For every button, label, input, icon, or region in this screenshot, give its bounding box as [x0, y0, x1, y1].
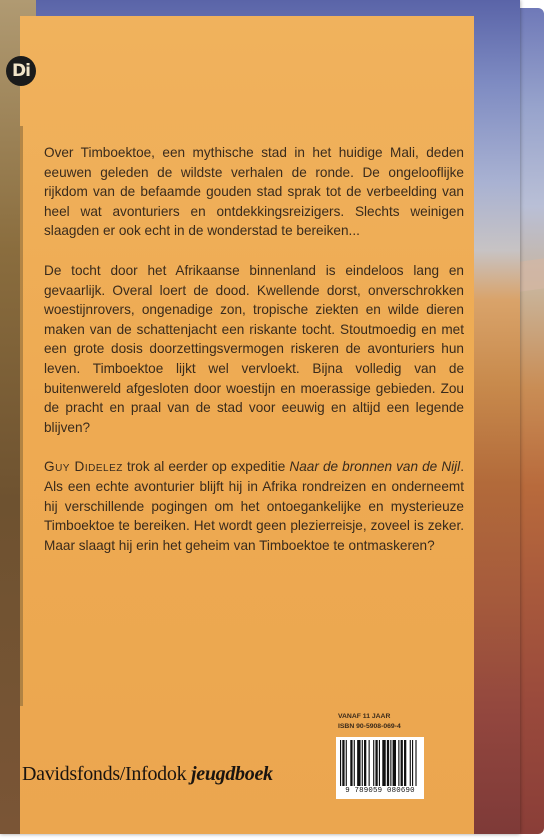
isbn-label: ISBN 90-5908-069-4 [338, 723, 401, 730]
blurb-text: trok al eerder op expeditie [122, 459, 290, 475]
barcode-digits: 9 789059 080690 [345, 787, 415, 795]
publisher-name: Davidsfonds/Infodok [22, 763, 187, 785]
blurb-paragraph-3 [44, 457, 464, 555]
author-name: Guy Didelez [44, 459, 123, 475]
panel-rule [20, 126, 23, 706]
blurb-text: . Als een echte avonturier blijft hij in Afrika rondreizen en onderneemt hij verschillende pogingen om het ontoegankelijke en mysterieuze Timboektoe te bereiken. Het wordt geen plezierreisje, zoveel is zeker. Maar slaagt hij erin het geheim van Timboektoe te ontmaskeren? [44, 459, 464, 553]
barcode-bars-icon [340, 740, 420, 786]
back-cover-blurb [44, 143, 464, 575]
logo-text: Di [12, 60, 30, 81]
imprint-name: jeugdboek [190, 763, 273, 785]
publisher-imprint [22, 763, 342, 786]
previous-book-title: Naar de bronnen van de Nijl [289, 459, 461, 475]
blurb-paragraph-1: Over Timboektoe, een mythische stad in het huidige Mali, deden eeuwen geleden de wildste verhalen de ronde. De ongelooflijke rijkdom van de befaamde gouden stad sprak tot de verbeelding van heel wat avonturiers en ontdekkingsreizigers. Slechts weinigen slaagden er ook echt in de wonderstad te bereiken... [44, 145, 464, 239]
barcode [336, 737, 424, 799]
davidsfonds-logo-icon [6, 56, 36, 86]
age-label: VANAF 11 JAAR [338, 713, 391, 720]
blurb-paragraph-2: De tocht door het Afrikaanse binnenland is eindeloos lang en gevaarlijk. Overal loert de dood. Kwellende dorst, onverschrokken woestijnrovers, ongenadige zon, tropische ziekten en wilde dieren maken van de schattenjacht een riskante tocht. Stoutmoedig en met een grote dosis doorzettingsvermogen riskeren de avonturiers hun leven. Timboektoe lijkt wel vervloekt. Bijna volledig van de buitenwereld afgesloten door woestijn en moerassige gebieden. Zou de pracht en praal van de stad voor eeuwig en altijd een legende blijven? [44, 262, 464, 435]
barcode-block [336, 713, 424, 799]
